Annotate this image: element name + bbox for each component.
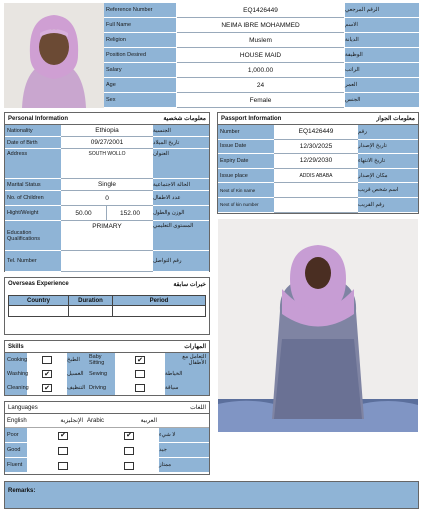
skill-checkbox[interactable]	[135, 384, 145, 392]
personal-row	[5, 206, 209, 221]
skill-label-ar: سياقة	[165, 381, 209, 395]
header-label-en: Full Name	[104, 18, 177, 33]
passport-label-en: Number	[218, 125, 274, 140]
header-row	[104, 63, 419, 78]
skill-check-cell	[115, 370, 165, 378]
language-level-en: Poor	[5, 428, 27, 443]
language-level-ar: جيد	[159, 443, 209, 458]
header-table	[104, 3, 419, 108]
header-label-en: Reference Number	[104, 3, 177, 18]
header-value: EQ1426449	[177, 3, 344, 18]
passport-value: ADDIS ABABA	[274, 169, 358, 184]
english-checkbox[interactable]	[58, 447, 68, 455]
overseas-title-ar: خبرات سابقة	[173, 281, 206, 288]
header-value: 1,000.00	[177, 63, 344, 78]
language-level-ar: لا شيء	[159, 428, 209, 443]
lang-arabic-en: Arabic	[87, 417, 105, 424]
passport-info-section	[217, 112, 419, 214]
skill-label-en: Cooking	[5, 353, 27, 367]
skill-check-cell	[115, 384, 165, 392]
height-weight-values	[61, 206, 153, 221]
arabic-check-cell	[99, 432, 159, 440]
skill-label-en: Driving	[87, 381, 115, 395]
passport-label-ar: رقم القريب	[358, 198, 418, 213]
header-label-en: Sex	[104, 93, 177, 108]
personal-label-en: No. of Children	[5, 191, 61, 206]
height-value: 152.00	[107, 206, 153, 221]
skill-row	[5, 381, 209, 395]
headshot-photo	[4, 3, 104, 108]
skill-checkbox[interactable]	[135, 370, 145, 378]
skill-label-ar: الغسيل	[67, 367, 87, 381]
passport-label-ar: تاريخ الانتهاء	[358, 154, 418, 169]
header-label-ar: الراتب	[344, 63, 419, 78]
passport-label-en: Next of Kin name	[218, 183, 274, 198]
passport-label-ar: تاريخ الإصدار	[358, 140, 418, 155]
passport-label-ar: رقم	[358, 125, 418, 140]
header-label-ar: الجنس	[344, 93, 419, 108]
passport-label-ar: مكان الإصدار	[358, 169, 418, 184]
header-row	[104, 48, 419, 63]
personal-label-en: Address	[5, 149, 61, 179]
personal-row	[5, 137, 209, 149]
header-label-ar: الديانة	[344, 33, 419, 48]
arabic-checkbox[interactable]	[124, 462, 134, 470]
skill-check-cell	[27, 384, 67, 392]
skill-label-ar: الطبخ	[67, 353, 87, 367]
language-row	[5, 458, 209, 473]
passport-row	[218, 169, 418, 184]
header-label-ar: الاسم	[344, 18, 419, 33]
passport-label-ar: اسم شخص قريب	[358, 183, 418, 198]
personal-title-ar: معلومات شخصية	[163, 116, 206, 122]
header-row	[104, 18, 419, 33]
personal-value: SOUTH WOLLO	[61, 149, 153, 179]
personal-row	[5, 251, 209, 272]
skill-checkbox[interactable]: ✔	[42, 370, 52, 378]
header-label-ar: العمر	[344, 78, 419, 93]
header-value: NEIMA IBRE MOHAMMED	[177, 18, 344, 33]
passport-row	[218, 125, 418, 140]
skill-label-ar: التنظيف	[67, 381, 87, 395]
overseas-empty-row	[9, 306, 205, 316]
skill-label-ar: الخياطة	[165, 367, 209, 381]
language-row	[5, 443, 209, 458]
overseas-experience-section	[4, 277, 210, 335]
lang-arabic-ar: العربية	[140, 418, 157, 424]
header-row	[104, 78, 419, 93]
overseas-col-period: Period	[113, 296, 205, 305]
arabic-check-cell	[99, 447, 159, 455]
remarks-label: Remarks:	[8, 488, 36, 494]
passport-row	[218, 154, 418, 169]
skill-checkbox[interactable]: ✔	[135, 356, 145, 364]
passport-label-en: Expiry Date	[218, 154, 274, 169]
personal-label-ar: تاريخ الميلاد	[153, 137, 209, 149]
header-value: Female	[177, 93, 344, 108]
skill-label-en: Washing	[5, 367, 27, 381]
personal-label-ar: رقم التواصل	[153, 251, 209, 272]
overseas-col-country: Country	[9, 296, 69, 305]
english-check-cell	[27, 432, 99, 440]
personal-label-ar: العنوان	[153, 149, 209, 179]
passport-value: EQ1426449	[274, 125, 358, 140]
language-level-en: Good	[5, 443, 27, 458]
english-check-cell	[27, 462, 99, 470]
skills-title-en: Skills	[8, 343, 24, 350]
personal-row	[5, 149, 209, 179]
languages-title-ar: اللغات	[190, 405, 206, 411]
header-row	[104, 3, 419, 18]
language-row	[5, 428, 209, 443]
header-label-en: Position Desired	[104, 48, 177, 63]
skill-label-en: Baby Sitting	[87, 353, 115, 367]
lang-english-ar: الإنجليزية	[60, 418, 83, 424]
overseas-col-duration: Duration	[69, 296, 113, 305]
header-label-ar: الوظيفة	[344, 48, 419, 63]
lang-english-en: English	[7, 417, 27, 424]
overseas-title-en: Overseas Experience	[8, 281, 69, 287]
arabic-checkbox[interactable]: ✔	[124, 432, 134, 440]
passport-row	[218, 183, 418, 198]
personal-label-ar: الجنسية	[153, 125, 209, 137]
skill-check-cell	[27, 370, 67, 378]
arabic-checkbox[interactable]	[124, 447, 134, 455]
header-value: Muslem	[177, 33, 344, 48]
skill-label-en: Cleaning	[5, 381, 27, 395]
english-checkbox[interactable]	[58, 462, 68, 470]
passport-row	[218, 198, 418, 213]
personal-value: 0	[61, 191, 153, 206]
passport-label-en: Issue place	[218, 169, 274, 184]
header-label-en: Age	[104, 78, 177, 93]
header-value: 24	[177, 78, 344, 93]
skill-label-en: Sewing	[87, 367, 115, 381]
languages-section	[4, 401, 210, 475]
languages-title-en: Languages	[8, 404, 38, 411]
passport-label-en: Issue Date	[218, 140, 274, 155]
english-check-cell	[27, 447, 99, 455]
header-label-en: Religion	[104, 33, 177, 48]
personal-label-en: Marital Status	[5, 179, 61, 191]
passport-value: 12/30/2025	[274, 140, 358, 155]
full-body-photo	[218, 219, 418, 432]
personal-value: PRIMARY	[61, 221, 153, 251]
language-level-ar: ممتاز	[159, 458, 209, 473]
arabic-check-cell	[99, 462, 159, 470]
overseas-header-row	[9, 296, 205, 306]
skills-section	[4, 340, 210, 396]
personal-label-ar: الحالة الاجتماعية	[153, 179, 209, 191]
personal-label-ar: الوزن والطول	[153, 206, 209, 221]
personal-title-en: Personal Information	[8, 115, 69, 122]
weight-value: 50.00	[61, 206, 107, 221]
personal-label-ar: المستوى التعليمي	[153, 221, 209, 251]
header-label-ar: الرقم المرجعي	[344, 3, 419, 18]
remarks-section	[4, 481, 419, 509]
passport-value	[274, 198, 358, 213]
header-label-en: Salary	[104, 63, 177, 78]
personal-info-section	[4, 112, 210, 272]
skill-checkbox[interactable]: ✔	[42, 384, 52, 392]
languages-header-row	[5, 414, 209, 428]
personal-value: 09/27/2001	[61, 137, 153, 149]
personal-label-en: Education Qualifications	[5, 221, 61, 251]
header-row	[104, 33, 419, 48]
header-row	[104, 93, 419, 108]
english-checkbox[interactable]: ✔	[58, 432, 68, 440]
personal-row	[5, 125, 209, 137]
header-value: HOUSE MAID	[177, 48, 344, 63]
personal-row	[5, 221, 209, 251]
personal-label-en: Date of Birth	[5, 137, 61, 149]
passport-label-en: Next of kin number	[218, 198, 274, 213]
skills-title-ar: المهارات	[184, 344, 206, 350]
skill-row	[5, 353, 209, 367]
skill-label-ar: التعامل مع الأطفال	[165, 353, 209, 367]
personal-label-en: Tel. Number	[5, 251, 61, 272]
passport-title-ar: معلومات الجواز	[376, 116, 415, 122]
personal-label-ar: عدد الاطفال	[153, 191, 209, 206]
personal-value: Single	[61, 179, 153, 191]
personal-row	[5, 191, 209, 206]
personal-value	[61, 251, 153, 272]
personal-label-en: Nationality	[5, 125, 61, 137]
passport-title-en: Passport Information	[221, 115, 282, 122]
skill-check-cell	[27, 356, 67, 364]
passport-row	[218, 140, 418, 155]
personal-row	[5, 179, 209, 191]
personal-value: Ethiopia	[61, 125, 153, 137]
skill-checkbox[interactable]	[42, 356, 52, 364]
personal-label-en: Hight/Weight	[5, 206, 61, 221]
passport-value: 12/29/2030	[274, 154, 358, 169]
passport-value	[274, 183, 358, 198]
language-level-en: Fluent	[5, 458, 27, 473]
skill-row	[5, 367, 209, 381]
skill-check-cell	[115, 356, 165, 364]
